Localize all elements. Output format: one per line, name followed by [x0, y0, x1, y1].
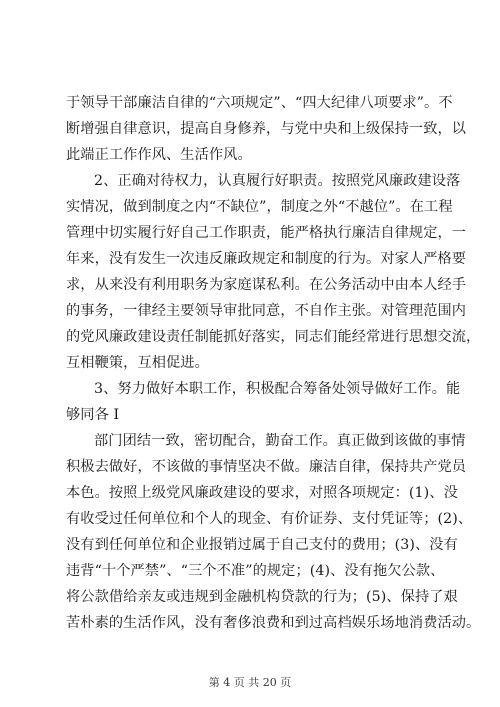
- paragraph-line: 违背“十个严禁”、“三个不准”的规定；(4)、没有拖欠公款、: [66, 563, 445, 579]
- paragraph-line: 互相鞭策，互相促进。: [66, 355, 209, 371]
- paragraph-line: 年来，没有发生一次违反廉政规定和制度的行为。对家人严格要: [66, 251, 467, 267]
- paragraph-line: 够同各 I: [66, 407, 120, 423]
- paragraph-line: 求，从来没有利用职务为家庭谋私利。在公务活动中由本人经手: [66, 277, 467, 293]
- paragraph-line: 苦朴素的生活作风，没有奢侈浪费和到过高档娱乐场地消费活动。: [66, 615, 481, 631]
- paragraph-line: 3、努力做好本职工作，积极配合筹备处领导做好工作。能: [94, 381, 461, 397]
- paragraph-line: 没有到任何单位和企业报销过属于自己支付的费用；(3)、没有: [66, 537, 458, 553]
- paragraph-line: 实情况，做到制度之内“不缺位”，制度之外“不越位”。在工程: [66, 199, 453, 215]
- paragraph-line: 此端正工作作风、生活作风。: [66, 147, 252, 163]
- paragraph-line: 部门团结一致，密切配合，勤奋工作。真正做到该做的事情: [94, 433, 466, 449]
- paragraph-line: 2、正确对待权力，认真履行好职责。按照党风廉政建设落: [94, 173, 461, 189]
- paragraph-line: 的党风廉政建设责任制能抓好落实，同志们能经常进行思想交流，: [66, 329, 481, 345]
- paragraph-line: 将公款借给亲友或违规到金融机构贷款的行为；(5)、保持了艰: [66, 589, 458, 605]
- paragraph-line: 本色。按照上级党风廉政建设的要求，对照各项规定：(1)、没: [66, 485, 458, 501]
- paragraph-line: 的事务，一律经主要领导审批同意，不自作主张。对管理范围内: [66, 303, 467, 319]
- paragraph-line: 管理中切实履行好自己工作职责，能严格执行廉洁自律规定，一: [66, 225, 467, 241]
- page-number-footer: 第 4 页 共 20 页: [208, 676, 292, 689]
- paragraph-line: 积极去做好，不该做的事情坚决不做。廉洁自律，保持共产党员: [66, 459, 467, 475]
- paragraph-line: 断增强自律意识，提高自身修养，与党中央和上级保持一致，以: [66, 121, 467, 137]
- paragraph-line: 有收受过任何单位和个人的现金、有价证券、支付凭证等；(2)、: [66, 511, 473, 527]
- paragraph-line: 于领导干部廉洁自律的“六项规定”、“四大纪律八项要求”。不: [66, 95, 453, 111]
